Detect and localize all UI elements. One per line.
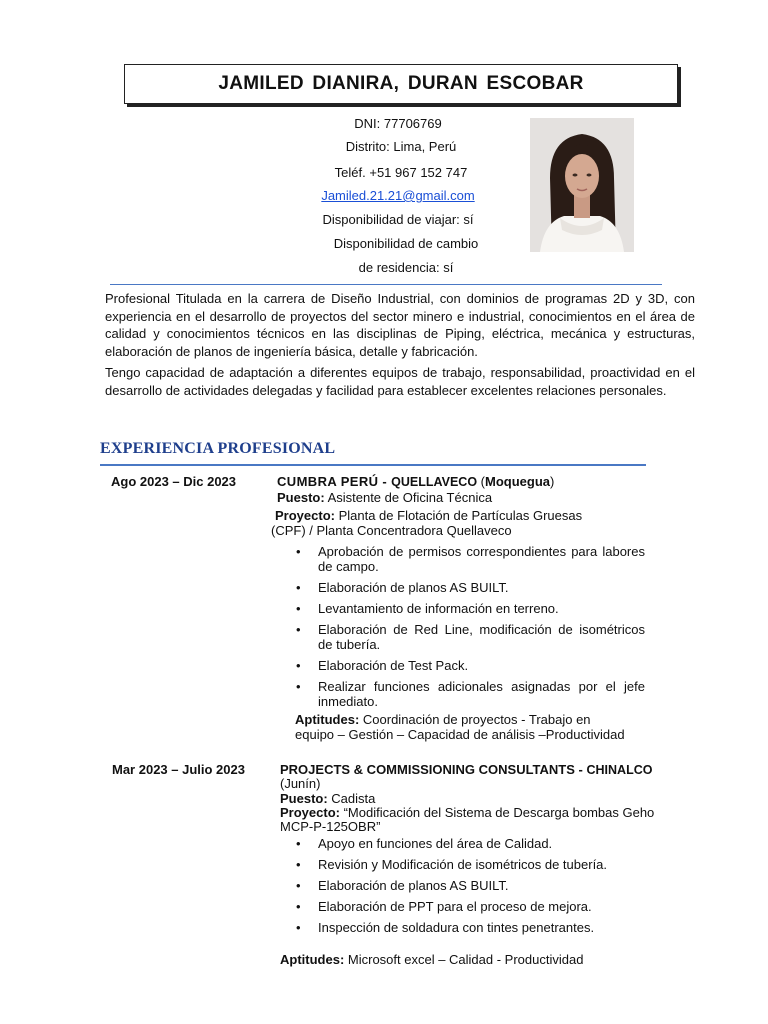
- job2-task: • Revisión y Modificación de isométricos de tubería.: [318, 857, 658, 872]
- dni-label: DNI:: [354, 116, 384, 131]
- job2-task: • Apoyo en funciones del área de Calidad.: [318, 836, 658, 851]
- job2-skills: [280, 952, 583, 968]
- job1-position-label: Puesto:: [277, 490, 325, 505]
- section-title-experience: EXPERIENCIA PROFESIONAL: [100, 440, 336, 457]
- summary-paragraph-1: Profesional Titulada en la carrera de Diseño Industrial, con dominios de programas 2D y 3D, con experiencia en el desarrollo de proyectos del sector minero e industrial, conocimientos en el área de calidad y conocimientos técnicos en las disciplinas de Piping, eléctrica, mecánica y estructuras, elaboración de planos de ingeniería básica, detalle y fabricación.: [105, 291, 695, 359]
- job2-company: [280, 762, 700, 778]
- job1-task: • Realizar funciones adicionales asignadas por el jefe inmediato.: [318, 679, 645, 709]
- job2-skills-label: Aptitudes:: [280, 952, 345, 967]
- job1-task: • Levantamiento de información en terreno.: [318, 601, 645, 616]
- job2-task: • Elaboración de planos AS BUILT.: [318, 878, 658, 893]
- travel-availability: Disponibilidad de viajar: sí: [322, 212, 474, 227]
- job1-project-line1: [275, 508, 582, 524]
- header-divider: [110, 284, 662, 285]
- job1-task: • Elaboración de Red Line, modificación de isométricos de tubería.: [318, 622, 645, 652]
- job2-dates: Mar 2023 – Julio 2023: [112, 762, 245, 777]
- job1-company-name: CUMBRA PERÚ -: [277, 474, 392, 489]
- name-header: [124, 64, 678, 104]
- email-line: [280, 188, 516, 204]
- job2-project-label: Proyecto:: [280, 805, 340, 820]
- job2-project-line2: MCP-P-125OBR”: [280, 819, 381, 834]
- profile-photo: [530, 118, 634, 252]
- section-divider: [100, 464, 646, 466]
- job2-task-list: [318, 836, 658, 935]
- district-line: Distrito: Lima, Perú: [345, 139, 457, 154]
- job1-position: [277, 490, 492, 506]
- job1-location: Moquegua: [485, 474, 551, 489]
- job1-skills-line2: equipo – Gestión – Capacidad de análisis –Productividad: [295, 727, 625, 742]
- job2-company-name: PROJECTS & COMMISSIONING CONSULTANTS -: [280, 762, 587, 777]
- job1-task: • Elaboración de planos AS BUILT.: [318, 580, 645, 595]
- job1-task: • Elaboración de Test Pack.: [318, 658, 645, 673]
- job1-task-list: [318, 544, 645, 709]
- relocation-availability-2: de residencia: sí: [358, 260, 454, 275]
- job1-skills-line1: [295, 712, 591, 728]
- email-link[interactable]: Jamiled.21.21@gmail.com: [321, 188, 475, 203]
- job2-project-value: “Modificación del Sistema de Descarga bombas Geho: [339, 805, 655, 820]
- dni-value: 77706769: [383, 116, 442, 131]
- job1-skills-value: Coordinación de proyectos - Trabajo en: [359, 712, 591, 727]
- job1-location-open: (: [477, 474, 486, 489]
- job2-position-label: Puesto:: [280, 791, 328, 806]
- job1-project-label: Proyecto:: [275, 508, 335, 523]
- job2-task: • Elaboración de PPT para el proceso de mejora.: [318, 899, 658, 914]
- job2-company-site: CHINALCO: [586, 763, 653, 777]
- job1-skills-label: Aptitudes:: [295, 712, 360, 727]
- summary-paragraph-2: Tengo capacidad de adaptación a diferentes equipos de trabajo, responsabilidad, proactividad en el desarrollo de actividades delegadas y facilidad para establecer excelentes relaciones personales.: [105, 365, 695, 398]
- job1-task: • Aprobación de permisos correspondientes para labores de campo.: [318, 544, 645, 574]
- job1-project-line2: (CPF) / Planta Concentradora Quellaveco: [271, 523, 512, 538]
- phone-line: Teléf. +51 967 152 747: [334, 165, 468, 180]
- relocation-availability-1: Disponibilidad de cambio: [333, 236, 479, 251]
- job1-dates: Ago 2023 – Dic 2023: [111, 474, 237, 489]
- job1-project-value: Planta de Flotación de Partículas Gruesas: [334, 508, 583, 523]
- job2-task: • Inspección de soldadura con tintes penetrantes.: [318, 920, 658, 935]
- job2-position-value: Cadista: [327, 791, 376, 806]
- job2-location: (Junín): [280, 776, 321, 791]
- job1-position-value: Asistente de Oficina Técnica: [324, 490, 493, 505]
- job1-location-close: ): [550, 474, 555, 489]
- full-name: JAMILED DIANIRA, DURAN ESCOBAR: [218, 73, 584, 94]
- job2-skills-value: Microsoft excel – Calidad - Productividad: [344, 952, 584, 967]
- job1-company-site: QUELLAVECO: [391, 475, 478, 489]
- job1-company: [277, 474, 677, 490]
- dni-line: [280, 116, 516, 132]
